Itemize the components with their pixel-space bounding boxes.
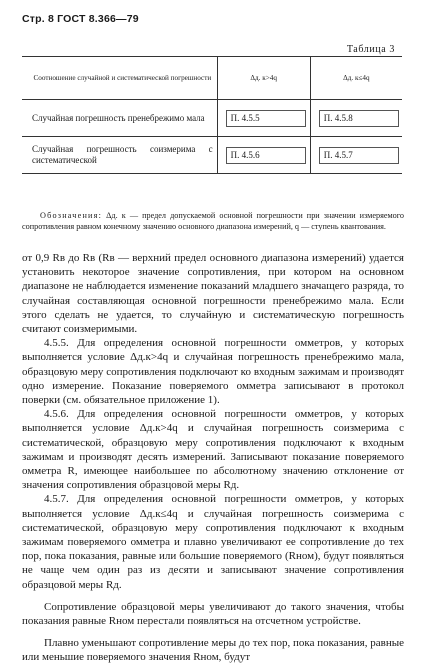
paragraph-clause-4-5-5: 4.5.5. Для определения основной погрешности омметров, у которых выполняется условие Δд.к>4q и случайная погрешность пренебрежимо мала, образцовую меру сопротивления подключают ко входным зажимам и производят одно измерение. Показание поверяемого омметра записывают в протокол поверки (см. обязательное приложение 1).: [22, 337, 404, 407]
notation-block: [22, 210, 404, 232]
row-relation: Случайная погрешность пренебрежимо мала: [22, 100, 217, 137]
row-relation: Случайная погрешность соизмерима с систематической: [22, 137, 217, 174]
clause-ref: П. 4.5.8: [319, 110, 399, 127]
column-header-relation: Соотношение случайной и систематической погрешности: [22, 57, 217, 100]
notation-lead: Обозначения:: [40, 211, 103, 220]
error-relation-table: [22, 56, 402, 174]
table-row: [22, 100, 402, 137]
column-header-gt-4q: Δд. к>4q: [217, 57, 310, 100]
paragraph-increase-resistance: Сопротивление образцовой меры увеличивают до такого значения, чтобы показания равные Rном перестали появляться на отсчетном устройстве.: [22, 600, 404, 628]
row-le-ref: [310, 137, 402, 174]
paragraph-continuation: от 0,9 Rв до Rв (Rв — верхний предел основного диапазона измерений) удается установить некоторое значение сопротивления, при котором на основном диапазоне не наблюдается изменение показаний младшего значащего разряда, то случайная составляющая основной погрешности пренебрежимо мала. Если этого сделать не удается, то случайную и систематическую погрешность считают соизмеримыми.: [22, 252, 404, 336]
running-head: Стр. 8 ГОСТ 8.366—79: [22, 13, 139, 25]
paragraph-decrease-resistance: Плавно уменьшают сопротивление меры до тех пор, пока показания, равные или меньшие поверяемого значения Rном, будут: [22, 637, 404, 664]
row-gt-ref: [217, 100, 310, 137]
clause-ref: П. 4.5.7: [319, 147, 399, 164]
paragraph-clause-4-5-6: 4.5.6. Для определения основной погрешности омметров, у которых выполняется условие Δд.к>4q и случайная погрешность соизмерима с систематической, образцовую меру сопротивления подключают к входным зажимам и производят десять измерений. Записывают показание поверяемого омметра R, имеющее наибольшее по абсолютному значению отклонение от значения сопротивления образцовой меры Rд.: [22, 408, 404, 492]
paragraph-clause-4-5-7: 4.5.7. Для определения основной погрешности омметров, у которых выполняется условие Δд.к≤4q и случайная погрешность соизмерима с систематической, образцовую меру сопротивления подключают к входным зажимам поверяемого омметра и плавно увеличивают ее сопротивление до тех пор, пока показания, равные или большие поверяемого (Rном), будут появляться не чаще чем один раз из десяти и записывают значение сопротивления образцовой меры Rд.: [22, 493, 404, 591]
body-text: [22, 251, 404, 665]
clause-ref: П. 4.5.6: [226, 147, 306, 164]
clause-ref: П. 4.5.5: [226, 110, 306, 127]
table-row: [22, 137, 402, 174]
table-header-row: [22, 57, 402, 100]
row-le-ref: [310, 100, 402, 137]
notation-text: Δд. к — предел допускаемой основной погрешности при значении измеряемого сопротивления равном конечному значению основного диапазона измерений, q — ступень квантования.: [22, 211, 405, 231]
column-header-le-4q: Δд. к≤4q: [310, 57, 402, 100]
table-caption: Таблица 3: [346, 44, 395, 55]
row-gt-ref: [217, 137, 310, 174]
